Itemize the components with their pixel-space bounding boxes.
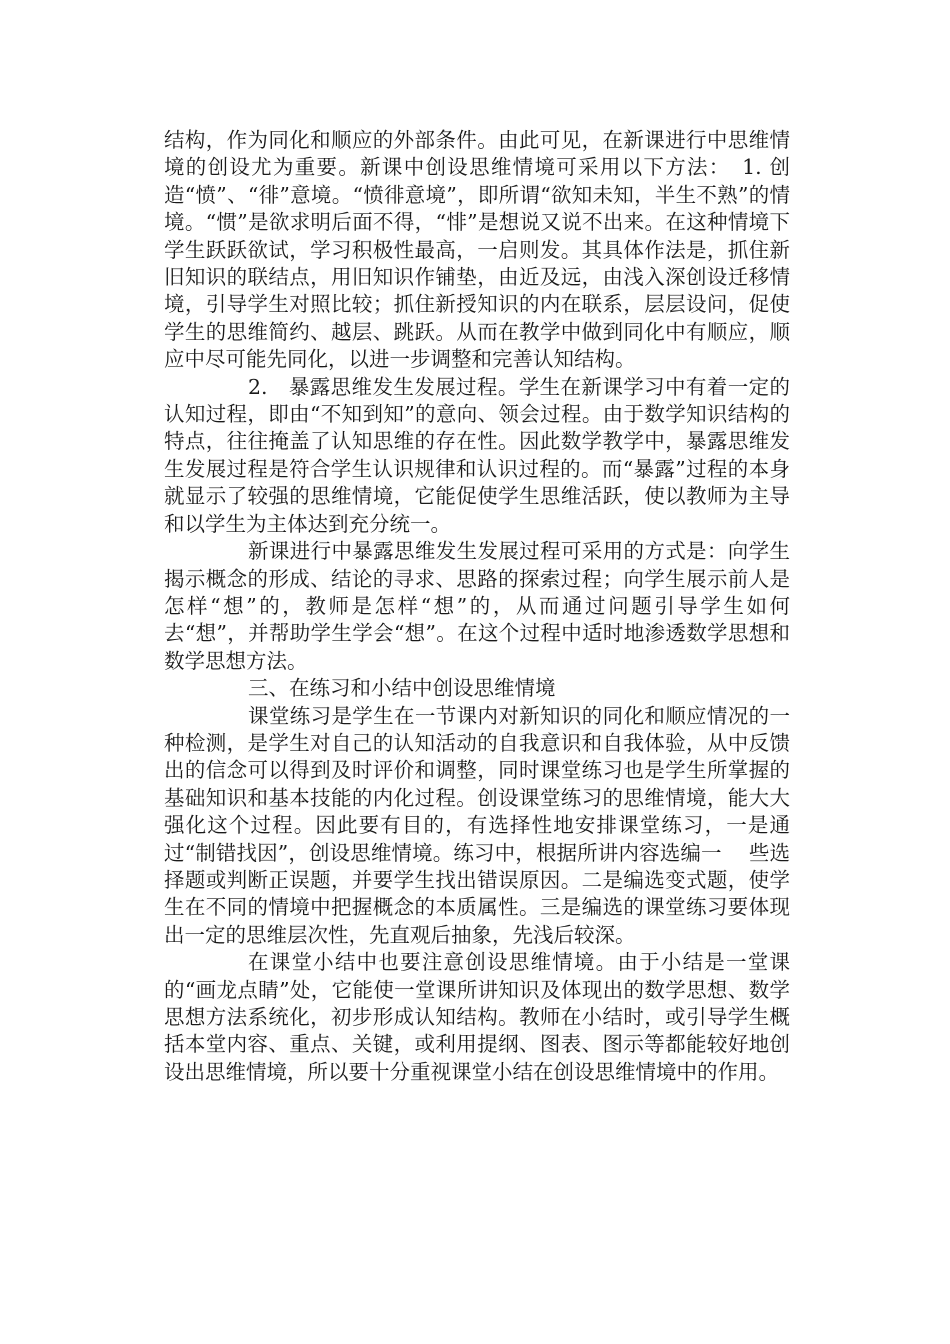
paragraph-method-2: 2. 暴露思维发生发展过程。学生在新课学习中有着一定的认知过程，即由“不知到知”的意向、领会过程。由于数学知识结构的特点，往往掩盖了认知思维的存在性。因此数学教学中，暴露思维发生发展过程是符合学生认识规律和认识过程的。而“暴露”过程的本身就显示了较强的思维情境，它能促使学生思维活跃，使以教师为主导和以学生为主体达到充分统一。: [164, 374, 790, 536]
paragraph-classroom-practice: 课堂练习是学生在一节课内对新知识的同化和顺应情况的一种检测，是学生对自己的认知活动的自我意识和自我体验，从中反馈出的信念可以得到及时评价和调整，同时课堂练习也是学生所掌握的基础知识和基本技能的内化过程。创设课堂练习的思维情境，能大大强化这个过程。因此要有目的，有选择性地安排课堂练习，一是通过“制错找因”，创设思维情境。练习中，根据所讲内容选编一 些选择题或判断正误题，并要学生找出错误原因。二是编选变式题，使学生在不同的情境中把握概念的本质属性。三是编选的课堂练习要体现出一定的思维层次性，先直观后抽象，先浅后较深。: [164, 703, 790, 947]
paragraph-method-1: 结构，作为同化和顺应的外部条件。由此可见，在新课进行中思维情境的创设尤为重要。新课中创设思维情境可采用以下方法： 1. 创造“愤”、“徘”意境。“愤徘意境”，即所谓“欲知未知，半生不熟”的情境。“惯”是欲求明后面不得，“悱”是想说又说不出来。在这种情境下学生跃跃欲试，学习积极性最高，一启则发。其具体作法是，抓住新旧知识的联结点，用旧知识作铺垫，由近及远，由浅入深创设迁移情境，引导学生对照比较；抓住新授知识的内在联系，层层设问，促使学生的思维简约、越层、跳跃。从而在教学中做到同化中有顺应，顺应中尽可能先同化，以进一步调整和完善认知结构。: [164, 128, 790, 372]
paragraph-exposure-methods: 新课进行中暴露思维发生发展过程可采用的方式是：向学生揭示概念的形成、结论的寻求、思路的探索过程；向学生展示前人是怎样“想”的，教师是怎样“想”的，从而通过问题引导学生如何去“想”，并帮助学生学会“想”。在这个过程中适时地渗透数学思想和数学思想方法。: [164, 539, 790, 673]
document-body: [164, 127, 790, 1086]
paragraph-classroom-summary: 在课堂小结中也要注意创设思维情境。由于小结是一堂课的“画龙点睛”处，它能使一堂课所讲知识及体现出的数学思想、数学思想方法系统化，初步形成认知结构。教师在小结时，或引导学生概括本堂内容、重点、关键，或利用提纲、图表、图示等都能较好地创设出思维情境，所以要十分重视课堂小结在创设思维情境中的作用。: [164, 950, 790, 1084]
section-heading-3: 三、在练习和小结中创设思维情境: [248, 676, 556, 701]
